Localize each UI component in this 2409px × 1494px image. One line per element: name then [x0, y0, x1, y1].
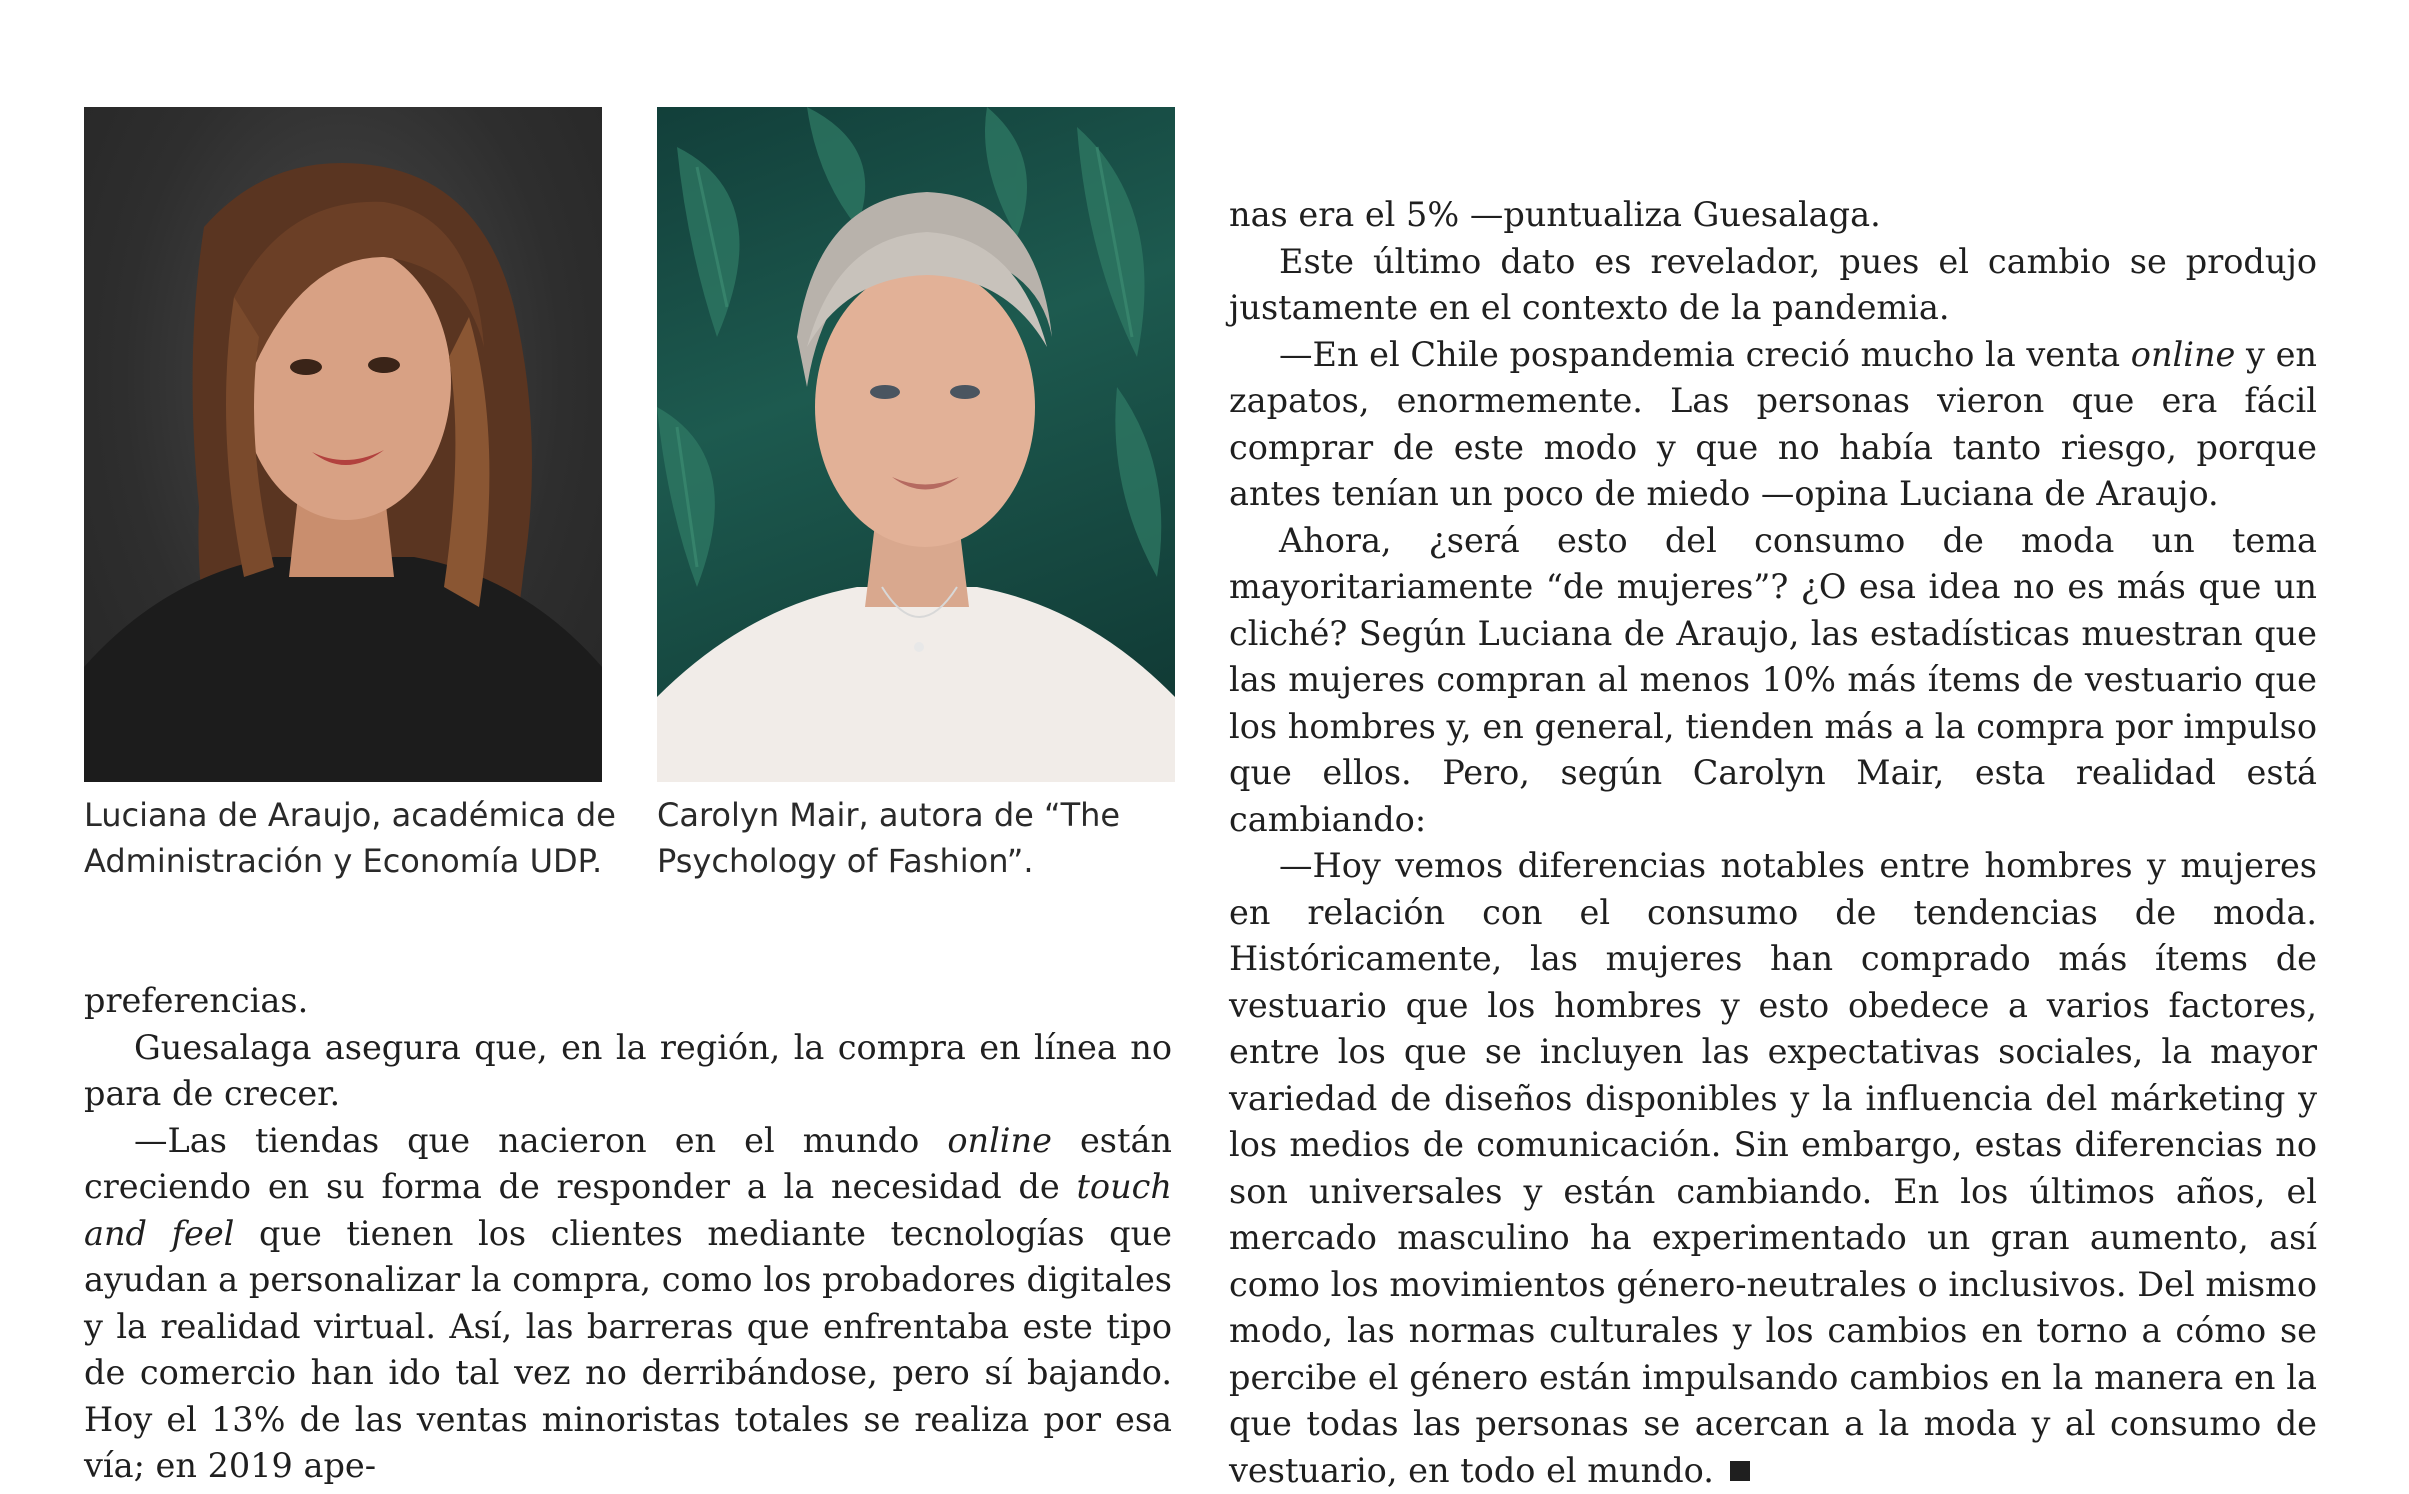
article-column-left	[84, 978, 1172, 1490]
text-run: —Las tiendas que nacieron en el mundo	[134, 1120, 948, 1160]
paragraph: nas era el 5% —puntualiza Guesalaga.	[1229, 195, 1881, 234]
photo-luciana-de-araujo	[84, 107, 602, 782]
text-run: están creciendo en su forma de responder a la necesidad de	[84, 1120, 1172, 1206]
portrait-illustration	[84, 107, 602, 782]
paragraph	[1229, 843, 2317, 1494]
paragraph: Guesalaga asegura que, en la región, la compra en línea no para de crecer.	[84, 1027, 1172, 1113]
text-run: —Hoy vemos diferencias notables entre hombres y mujeres en relación con el consumo de tendencias de moda. Históricamente, las mujeres han comprado más ítems de vestuario que los hombres y esto obedece a varios factores, entre los que se incluyen las expectativas sociales, la mayor variedad de diseños disponibles y la influencia del márketing y los medios de comunicación. Sin embargo, estas diferencias no son universales y están cambiando. En los últimos años, el mercado masculino ha experimentado un gran aumento, así como los movimientos género-neutrales o inclusivos. Del mismo modo, las normas culturales y los cambios en torno a cómo se percibe el género están impulsando cambios en la manera en la que todas las personas se acercan a la moda y al consumo de vestuario, en todo el mundo.	[1229, 846, 2317, 1490]
paragraph: Ahora, ¿será esto del consumo de moda un tema mayoritariamente “de mujeres”? ¿O esa idea no es más que un cliché? Según Luciana de Araujo, las estadísticas muestran que las mujeres compran al menos 10% más ítems de vestuario que los hombres y, en general, tienden más a la compra por impulso que ellos. Pero, según Carolyn Mair, esta realidad está cambiando:	[1229, 520, 2317, 839]
paragraph	[84, 1118, 1172, 1490]
italic-term-touch-and-feel: touch and feel	[84, 1167, 1172, 1253]
end-of-article-square-icon	[1730, 1461, 1750, 1481]
photo-caption-carolyn: Carolyn Mair, autora de “The Psychology of Fashion”.	[657, 796, 1121, 880]
italic-term-online: online	[2130, 334, 2236, 374]
text-run: y en zapatos, enormemente. Las personas vieron que era fácil comprar de este modo y que no había tanto riesgo, porque antes tenían un poco de miedo —opina Luciana de Araujo.	[1229, 334, 2318, 513]
text-run: que tienen los clientes mediante tecnologías que ayudan a personalizar la compra, como los probadores digitales y la realidad virtual. Así, las barreras que enfrentaba este tipo de comercio han ido tal vez no derribándose, pero sí bajando. Hoy el 13% de las ventas minoristas totales se realiza por esa vía; en 2019 ape-	[84, 1213, 1173, 1485]
italic-term-online: online	[947, 1120, 1052, 1160]
paragraph	[1229, 332, 2317, 518]
photo-caption-luciana: Luciana de Araujo, académica de Administración y Economía UDP.	[84, 796, 616, 880]
paragraph: Este último dato es revelador, pues el cambio se produjo justamente en el contexto de la pandemia.	[1229, 241, 2317, 327]
photo-carolyn-mair	[657, 107, 1175, 782]
paragraph: preferencias.	[84, 981, 309, 1020]
article-column-right	[1229, 192, 2317, 1494]
text-run: —En el Chile pospandemia creció mucho la venta	[1279, 334, 2131, 374]
portrait-illustration	[657, 107, 1175, 782]
